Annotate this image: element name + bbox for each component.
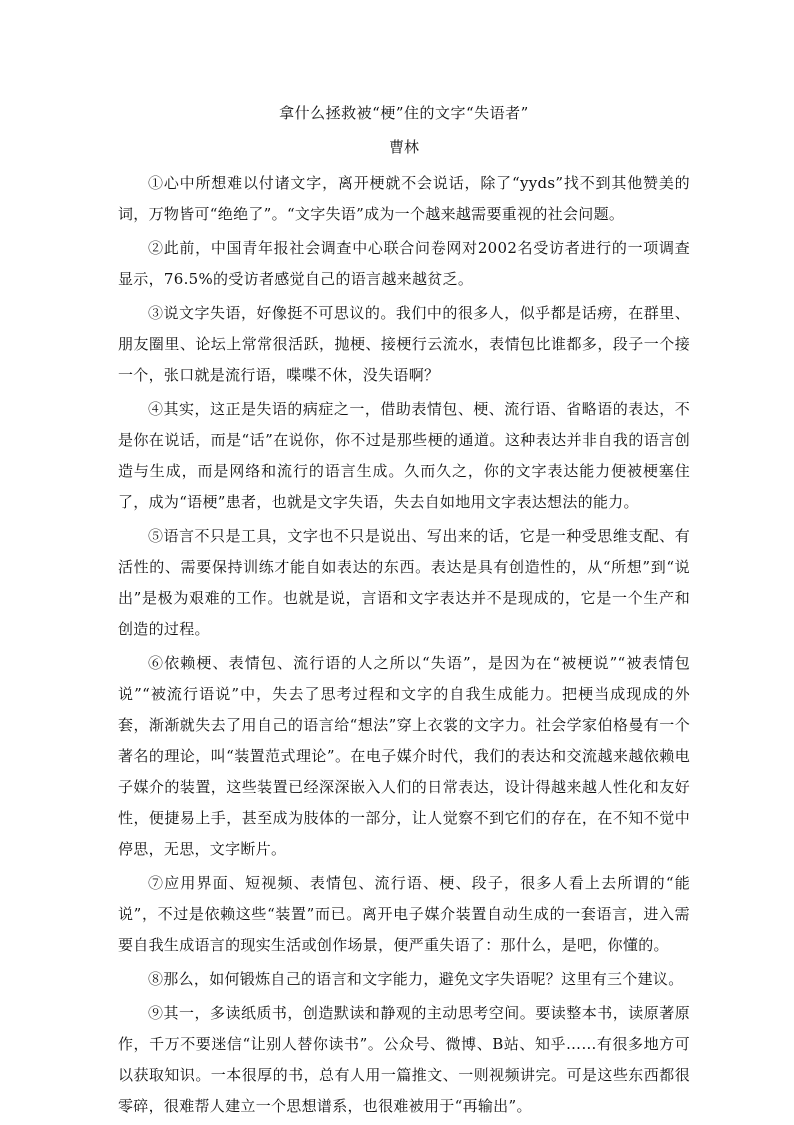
paragraph-3: ③说文字失语，好像挺不可思议的。我们中的很多人，似乎都是话痨，在群里、朋友圈里、论坛上常常很活跃，抛梗、接梗行云流水，表情包比谁都多，段子一个接一个，张口就是流行语，喋喋不休，没失语啊？ <box>118 304 690 384</box>
article-author: 曹林 <box>388 138 419 156</box>
document-page <box>118 102 690 1125</box>
paragraph-6: ⑥依赖梗、表情包、流行语的人之所以“失语”，是因为在“被梗说”“被表情包说”“被流行语说”中，失去了思考过程和文字的自我生成能力。把梗当成现成的外套，渐渐就失去了用自己的语言给“想法”穿上衣裳的文字力。社会学家伯格曼有一个著名的理论，叫“装置范式理论”。在电子媒介时代，我们的表达和交流越来越依赖电子媒介的装置，这些装置已经深深嵌入人们的日常表达，设计得越来越人性化和友好性，便捷易上手，甚至成为肢体的一部分，让人觉察不到它们的存在，在不知不觉中停思，无思，文字断片。 <box>118 654 690 858</box>
paragraph-1: ①心中所想难以付诸文字，离开梗就不会说话，除了“yyds”找不到其他赞美的词，万物皆可“绝绝了”。“文字失语”成为一个越来越需要重视的社会问题。 <box>118 174 690 223</box>
paragraph-2: ②此前，中国青年报社会调查中心联合问卷网对2002名受访者进行的一项调查显示，76.5%的受访者感觉自己的语言越来越贫乏。 <box>118 239 690 288</box>
paragraph-9: ⑨其一，多读纸质书，创造默读和静观的主动思考空间。要读整本书，读原著原作，千万不要迷信“让别人替你读书”。公众号、微博、B站、知乎……有很多地方可以获取知识。一本很厚的书，总有人用一篇推文、一则视频讲完。可是这些东西都很零碎，很难帮人建立一个思想谱系，也很难被用于“再输出”。 <box>118 1004 690 1115</box>
paragraph-5: ⑤语言不只是工具，文字也不只是说出、写出来的话，它是一种受思维支配、有活性的、需要保持训练才能自如表达的东西。表达是具有创造性的，从“所想”到“说出”是极为艰难的工作。也就是说，言语和文字表达并不是现成的，它是一个生产和创造的过程。 <box>118 527 690 638</box>
paragraph-7: ⑦应用界面、短视频、表情包、流行语、梗、段子，很多人看上去所谓的“能说”，不过是依赖这些“装置”而已。离开电子媒介装置自动生成的一套语言，进入需要自我生成语言的现实生活或创作场景，便严重失语了：那什么，是吧，你懂的。 <box>118 874 690 954</box>
paragraph-8: ⑧那么，如何锻炼自己的语言和文字能力，避免文字失语呢？这里有三个建议。 <box>148 970 684 988</box>
paragraph-4: ④其实，这正是失语的病症之一，借助表情包、梗、流行语、省略语的表达，不是你在说话，而是“话”在说你，你不过是那些梗的通道。这种表达并非自我的语言创造与生成，而是网络和流行的语言生成。久而久之，你的文字表达能力便被梗塞住了，成为“语梗”患者，也就是文字失语，失去自如地用文字表达想法的能力。 <box>118 400 690 511</box>
article-title: 拿什么拯救被“梗”住的文字“失语者” <box>279 104 529 122</box>
